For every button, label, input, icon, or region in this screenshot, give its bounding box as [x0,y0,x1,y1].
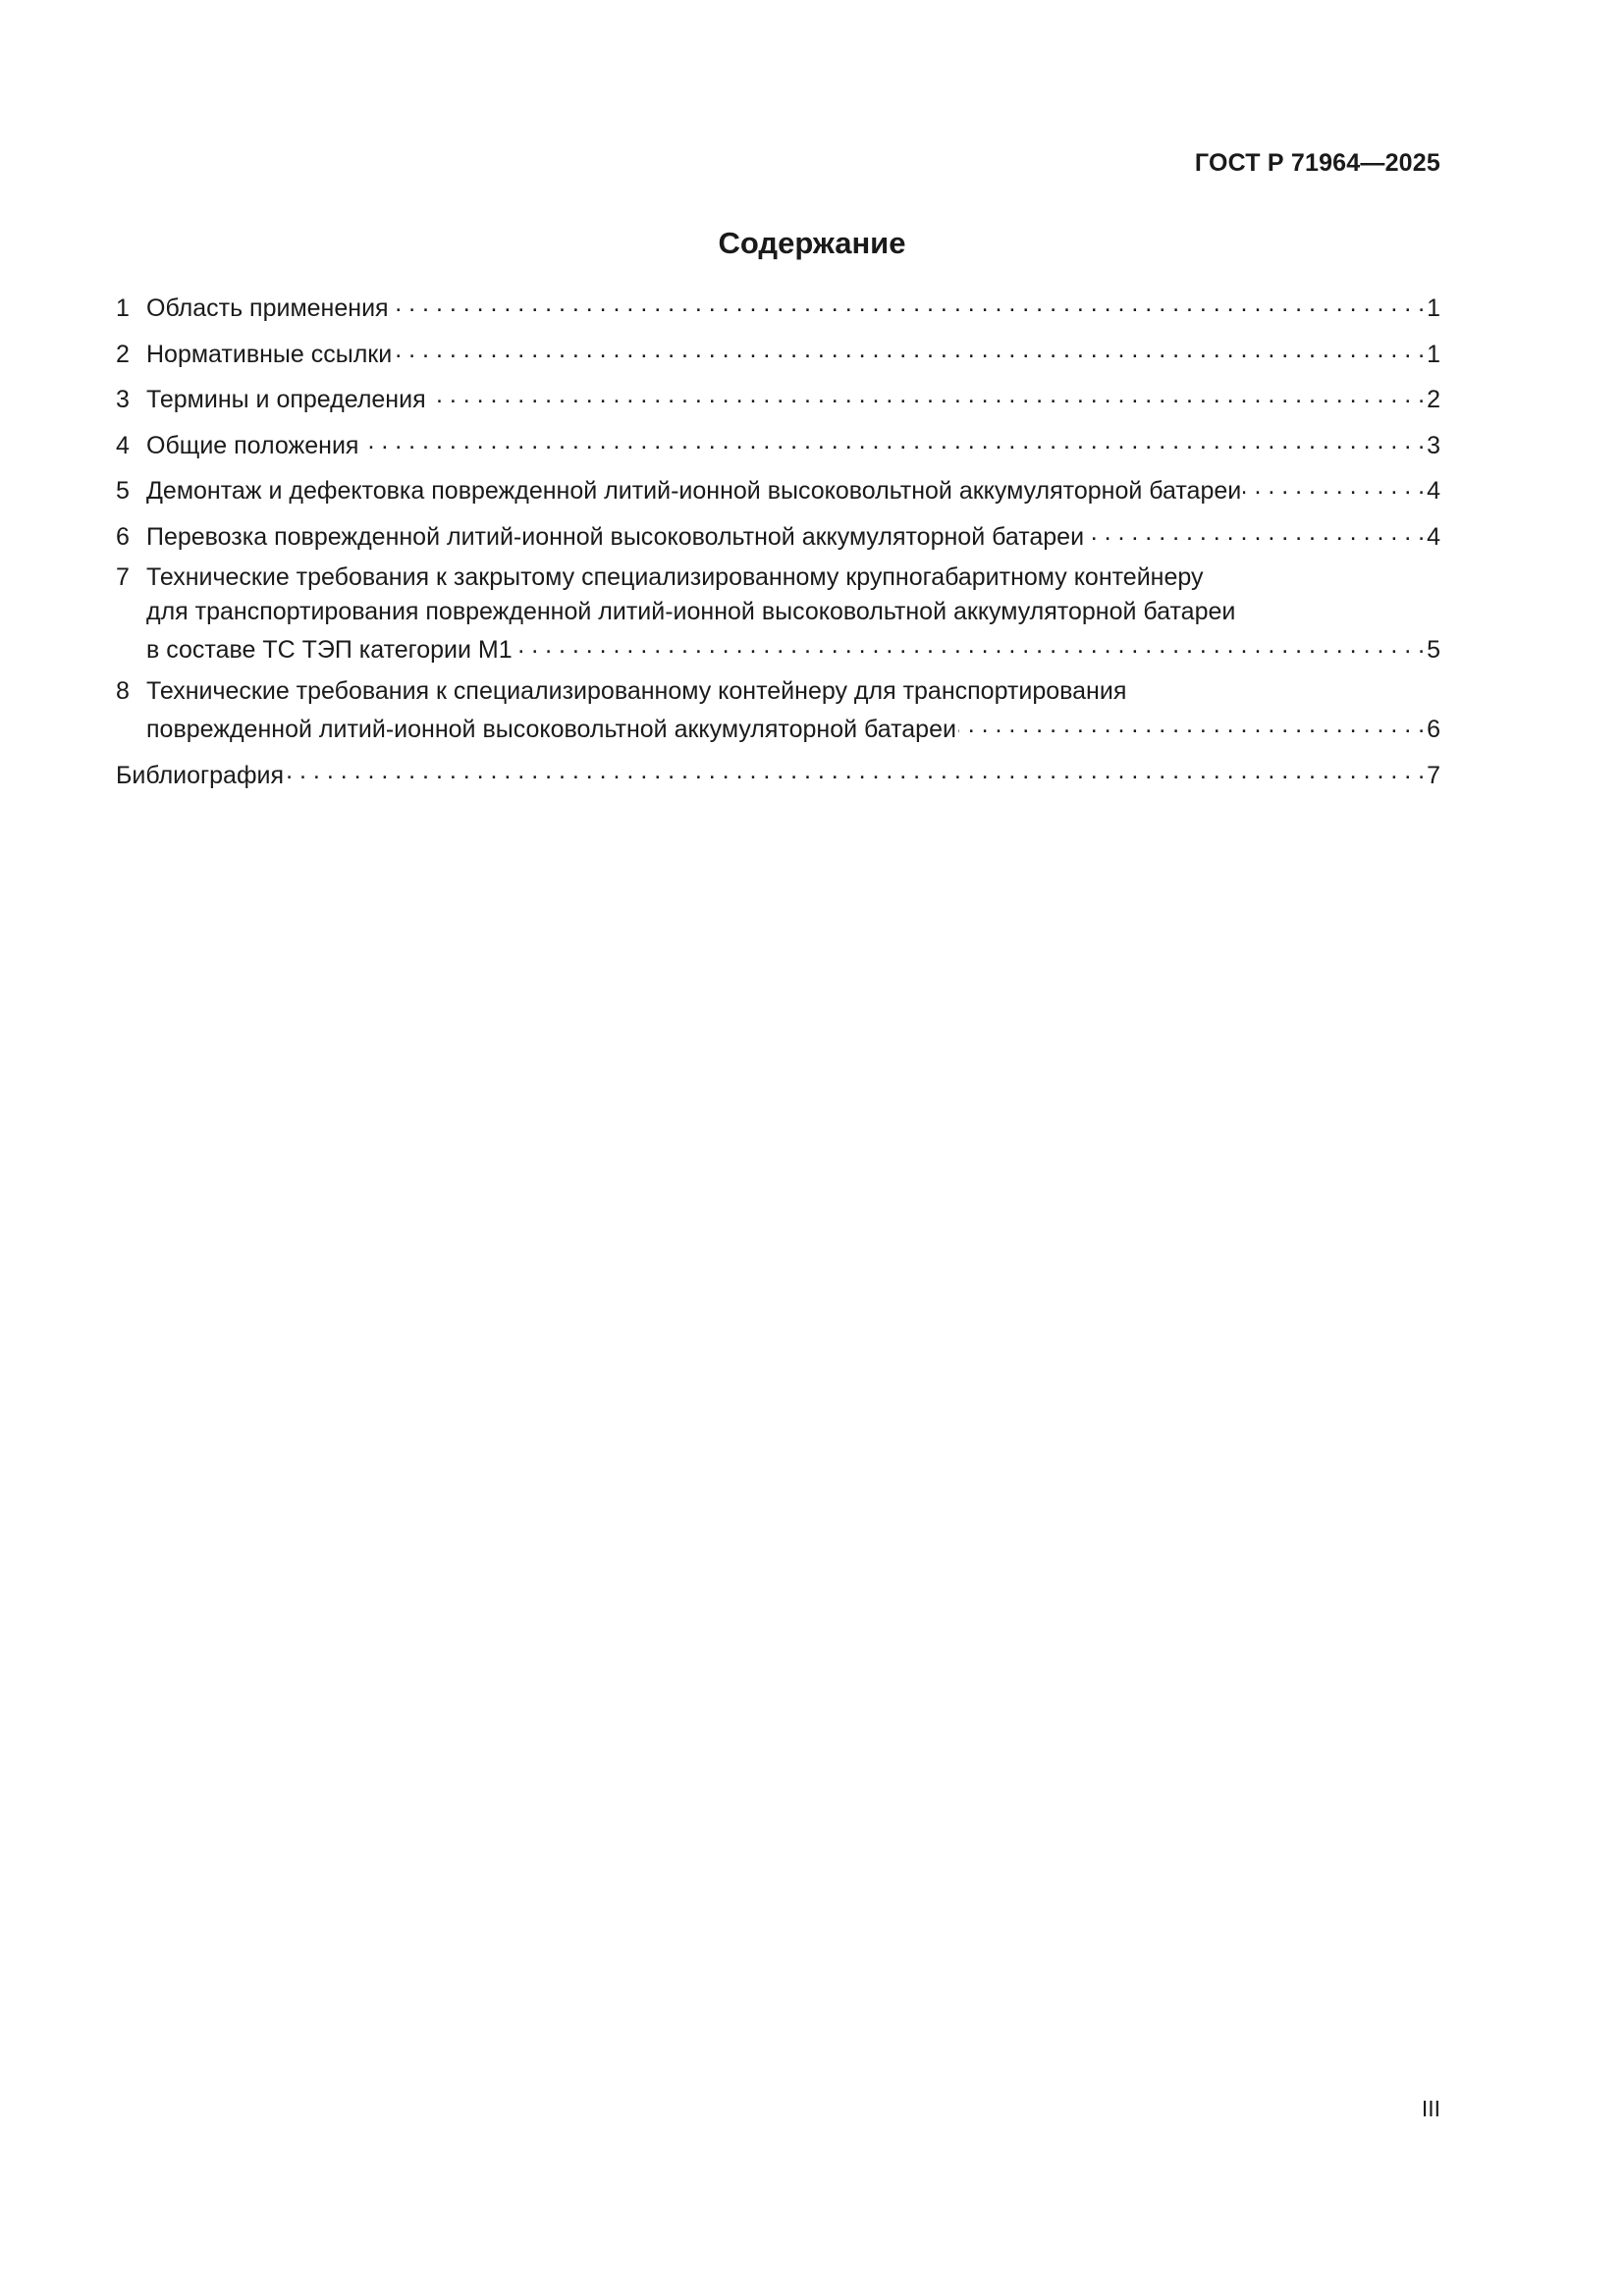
toc-entry-number: 6 [116,522,130,551]
dot-leader [1243,469,1425,499]
toc-entry-title: Демонтаж и дефектовка поврежденной литий-ионной высоковольтной аккумуляторной батареи [146,477,1242,505]
toc-entry-number: 7 [116,563,130,591]
toc-entry-page: 6 [1427,716,1440,743]
toc-entry-bibliography[interactable] [116,754,1440,793]
toc-entry-title: Общие положения [146,431,359,459]
toc-entry-title: Технические требования к специализированному контейнеру для транспортирования [146,676,1127,705]
toc-entry-number: 8 [116,676,130,705]
dot-leader [391,287,1426,316]
toc-entry-3[interactable] [116,378,1440,417]
toc-entry-title: Область применения [146,294,389,322]
toc-entry-title-continued: поврежденной литий-ионной высоковольтной аккумуляторной батареи [146,716,956,743]
document-code: ГОСТ Р 71964—2025 [1194,149,1440,177]
toc-entry-title: Библиография [116,761,285,789]
toc-entry-1[interactable] [116,287,1440,326]
toc-entry-page: 7 [1427,761,1440,789]
toc-title: Содержание [718,226,906,260]
toc-entry-page: 3 [1427,431,1440,459]
dot-leader [514,628,1425,658]
toc-entry-5[interactable] [116,469,1440,508]
toc-entry-page: 1 [1427,294,1440,322]
toc-entry-number: 4 [116,431,130,459]
dot-leader [286,754,1425,783]
toc-entry-page: 2 [1427,386,1440,413]
toc-entry-title: Технические требования к закрытому специализированному крупногабаритному контейнеру [146,563,1204,591]
dot-leader [1086,515,1425,545]
dot-leader [360,424,1425,454]
toc-entry-title-continued: в составе ТС ТЭП категории M1 [146,636,513,664]
toc-entry-page: 4 [1427,477,1440,505]
dot-leader [958,708,1425,737]
toc-entry-title: Термины и определения [146,386,426,413]
toc-entry-title: Перевозка поврежденной литий-ионной высоковольтной аккумуляторной батареи [146,522,1085,551]
toc-entry-title-continued: для транспортирования поврежденной литий-ионной высоковольтной аккумуляторной батареи [146,597,1236,625]
toc-entry-number: 2 [116,340,130,368]
toc-entry-2[interactable] [116,333,1440,372]
toc-entry-page: 4 [1427,522,1440,551]
toc-entry-8[interactable] [116,674,1440,747]
toc-entry-page: 1 [1427,340,1440,368]
dot-leader [394,333,1425,362]
toc-entry-6[interactable] [116,515,1440,555]
toc-entry-title: Нормативные ссылки [146,340,393,368]
toc-entry-number: 1 [116,294,130,322]
dot-leader [428,378,1425,407]
toc-entry-number: 3 [116,386,130,413]
toc-entry-4[interactable] [116,424,1440,463]
table-of-contents [116,287,1440,799]
toc-entry-7[interactable] [116,561,1440,667]
toc-entry-page: 5 [1427,636,1440,664]
page-number: III [1421,2096,1440,2121]
toc-entry-number: 5 [116,477,130,505]
